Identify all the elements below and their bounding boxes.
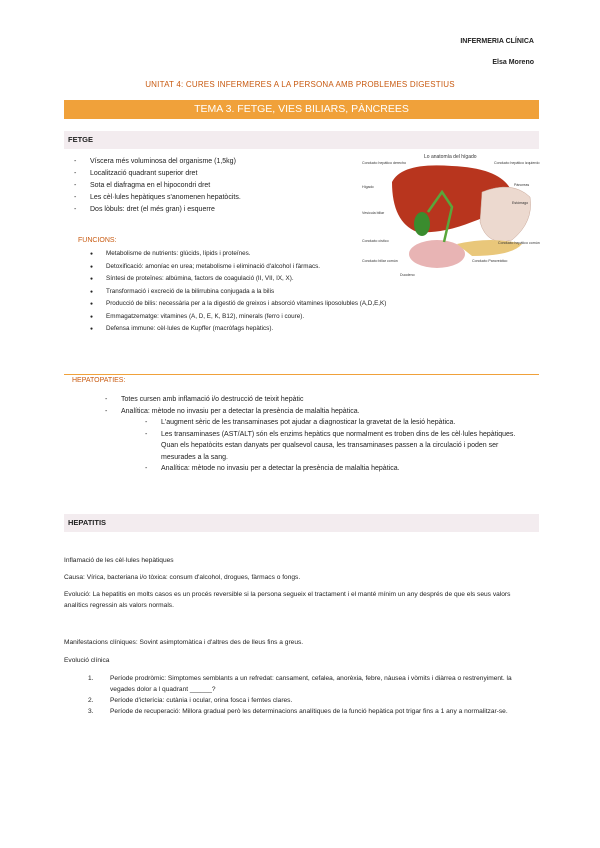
stomach-shape [480,187,531,241]
funcions-heading: FUNCIONS: [78,237,117,244]
list-item: ● Metabolisme de nutrients: glúcids, lípids i proteïnes. [90,248,510,261]
hepatopaties-heading: HEPATOPATIES: [72,377,126,384]
list-item: - Analítica: mètode no invasiu per a detectar la presència de malaltia hepàtica. [145,463,525,475]
fetge-list [74,156,241,216]
list-item: - Sota el diafragma en el hipocondri dret [74,180,241,192]
hepatitis-causa: Causa: Vírica, bacteriana i/o tòxica: consum d'alcohol, drogues, fàrmacs o fongs. [64,574,301,581]
list-item: ● Defensa immune: cèl·lules de Kupffer (macròfags hepàtics). [90,323,510,336]
figure-label: Conducto cístico [362,239,389,243]
list-item [88,673,528,695]
list-item: ● Síntesi de proteïnes: albúmina, factors de coagulació (II, VII, IX, X). [90,273,510,286]
figure-label: Conducto hepático izquierdo [494,161,540,165]
hepatopaties-list [105,394,525,475]
list-item: ● Producció de bilis: necessària per a la digestió de greixos i absorció vitamines liposolubles (A,D,E,K) [90,298,510,311]
list-item: - Totes cursen amb inflamació i/o destrucció de teixit hepàtic [105,394,525,406]
list-number: 2. [88,697,94,704]
figure-label: Conducto biliar común [362,259,398,263]
list-text: Període d'icterícia: cutània i ocular, orina fosca i femtes clares. [110,697,293,704]
list-item: - Localització quadrant superior dret [74,168,241,180]
list-item-text: Analítica: mètode no invasiu per a detectar la presència de malaltia hepàtica. [121,407,360,415]
header-subject: INFERMERIA CLÍNICA [460,38,534,45]
list-item: - L'augment sèric de les transaminases pot ajudar a diagnosticar la gravetat de la lesió hepàtica. [145,417,525,429]
list-number: 3. [88,708,94,715]
list-item: - Les cèl·lules hepàtiques s'anomenen hepatòcits. [74,192,241,204]
list-item: - Víscera més voluminosa del organisme (1,5kg) [74,156,241,168]
list-item [88,695,528,706]
list-item [105,406,525,475]
hepatitis-evolucio: Evolució: La hepatitis en molts casos es un procés reversible si la persona segueix el tractament i el manté mínim un any després de que els seus valors analítics regressin als valors normals. [64,591,511,609]
list-item: ● Detoxificació: amoníac en urea; metabolisme i eliminació d'alcohol i fàrmacs. [90,261,510,274]
list-text: Període de recuperació: Millora gradual però les determinacions analítiques de la funció hepàtica pot trigar fins a 1 any a normalitzar-se. [110,708,508,715]
gallbladder-shape [414,212,430,236]
figure-label: Hígado [362,185,374,189]
hepatitis-definition: Inflamació de les cèl·lules hepàtiques [64,557,174,564]
figure-label: Duodeno [400,273,415,277]
hepatitis-manifestacions: Manifestacions clíniques: Sovint asimptomàtica i d'altres des de lleus fins a greus. [64,639,304,646]
evolucio-clinica-heading: Evolució clínica [64,657,110,664]
figure-label: Vesícula biliar [362,211,385,215]
figure-label: Conducto Pancreático [472,259,508,263]
header-author: Elsa Moreno [492,59,534,66]
list-item: ● Transformació i excreció de la bilirrubina conjugada a la bilis [90,286,510,299]
figure-label: Conducto hepático común [498,241,540,245]
divider [64,374,539,375]
unit-title: UNITAT 4: CURES INFERMERES A LA PERSONA AMB PROBLEMES DIGESTIUS [145,80,455,89]
tema-banner: TEMA 3. FETGE, VIES BILIARS, PÀNCREES [64,100,539,119]
list-item: - Les transaminases (AST/ALT) són els enzims hepàtics que normalment es troben dins de les cèl·lules hepàtiques. Quan els hepatòcits estan danyats per qualsevol causa, les transaminases passen a la circulació i poden ser mesurades a la sang. [145,429,525,464]
section-hepatitis-heading: HEPATITIS [64,514,539,532]
list-text: Període prodròmic: Simptomes semblants a un refredat: cansament, cefalea, anorèxia, febre, nàusea i vòmits i diàrrea o restrenyiment. la vegades dolor a l quadrant ______? [110,675,512,693]
list-number: 1. [88,675,94,682]
periodes-list [88,673,528,717]
figure-label: Estómago [512,201,529,205]
list-item [88,706,528,717]
section-fetge-heading: FETGE [64,131,539,149]
figure-label: Conducto hepático derecho [362,161,406,165]
funcions-list [90,248,510,336]
hepatopaties-sublist [145,417,525,475]
list-item: ● Emmagatzematge: vitamines (A, D, E, K, B12), minerals (ferro i coure). [90,311,510,324]
figure-title: Lo anatomía del hígado [424,154,477,160]
list-item: - Dos lòbuls: dret (el més gran) i esquerre [74,204,241,216]
figure-label: Páncreas [514,183,530,187]
